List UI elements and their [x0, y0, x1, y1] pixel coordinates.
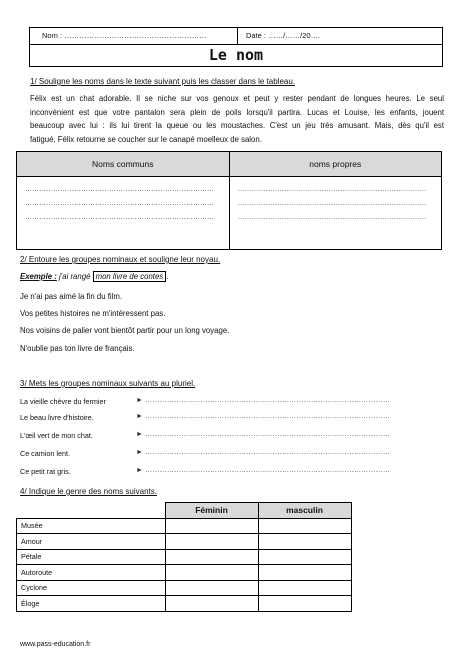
name-field[interactable]: Nom : ………………………………………………… — [42, 31, 207, 40]
column-header-feminine: Féminin — [165, 503, 258, 519]
feminine-check-cell[interactable] — [165, 596, 258, 612]
feminine-check-cell[interactable] — [165, 518, 258, 534]
gender-table — [16, 502, 352, 612]
blank-line: ……………………………………………………………………… — [25, 200, 214, 207]
plural-answer-line[interactable]: ► ………………………………………………………………………………………… — [136, 397, 391, 404]
plural-item-label: Le beau livre d'histoire. — [20, 413, 94, 422]
example-boxed-group: mon livre de contes — [93, 271, 167, 282]
footer-site[interactable]: www.pass-education.fr — [20, 641, 91, 648]
section4-heading: 4/ Indique le genre des noms suivants. — [20, 487, 157, 496]
masculine-check-cell[interactable] — [258, 596, 351, 612]
paragraph-line: Félix est un chat adorable. Il se niche sur vos genoux et peut y rester pendant de longues heures. Le seul — [30, 94, 444, 103]
feminine-check-cell[interactable] — [165, 565, 258, 581]
noun-cell: Cyclone — [17, 580, 166, 596]
feminine-check-cell[interactable] — [165, 580, 258, 596]
column-header-masculine: masculin — [258, 503, 351, 519]
plural-answer-line[interactable]: ► ………………………………………………………………………………………… — [136, 431, 391, 438]
masculine-check-cell[interactable] — [258, 580, 351, 596]
plural-item-label: Ce petit rat gris. — [20, 467, 71, 476]
plural-answer-line[interactable]: ► ………………………………………………………………………………………… — [136, 449, 391, 456]
example-label: Exemple : — [20, 272, 57, 281]
example-line — [20, 272, 168, 281]
section3-heading: 3/ Mets les groupes nominaux suivants au pluriel. — [20, 379, 196, 388]
example-suffix: . — [166, 272, 169, 281]
blank-line: ……………………………………………………………………… — [25, 214, 214, 221]
plural-item-label: La vieille chèvre du fermier — [20, 397, 106, 406]
paragraph-line: beaucoup avec lui : ils lui tirent la queue ou les moustaches. C'est un jeu très amusant. Mais, dès qu'il est — [30, 121, 444, 131]
answer-cell-common[interactable] — [17, 177, 230, 250]
answer-cell-proper[interactable] — [229, 177, 442, 250]
plural-answer-line[interactable]: ► ………………………………………………………………………………………… — [136, 467, 391, 474]
date-field[interactable]: Date : ……/……/20…. — [246, 31, 321, 40]
feminine-check-cell[interactable] — [165, 534, 258, 550]
section1-heading: 1/ Souligne les noms dans le texte suivant puis les classer dans le tableau. — [30, 77, 296, 86]
page-title: Le nom — [208, 46, 264, 64]
paragraph-line: inconvénient est que votre pantalon sera plein de poils lorsqu'il partira. Lucas et Louise, les enfants, jouent — [30, 107, 444, 117]
plural-answer-line[interactable]: ► ………………………………………………………………………………………… — [136, 413, 391, 420]
noun-cell: Musée — [17, 518, 166, 534]
example-prefix: j'ai rangé — [56, 272, 93, 281]
blank-line: ……………………………………………………………………… — [237, 214, 427, 221]
blank-line: ……………………………………………………………………… — [237, 200, 427, 207]
sentence-item[interactable]: Nos voisins de palier vont bientôt partir pour un long voyage. — [20, 326, 230, 335]
column-header-common: Noms communs — [17, 152, 230, 177]
noun-cell: Autoroute — [17, 565, 166, 581]
sentence-item[interactable]: Vos petites histoires ne m'intéressent pas. — [20, 309, 166, 318]
masculine-check-cell[interactable] — [258, 518, 351, 534]
section1-paragraph — [30, 92, 444, 146]
masculine-check-cell[interactable] — [258, 534, 351, 550]
blank-line: ……………………………………………………………………… — [25, 186, 214, 193]
sentence-item[interactable]: N'oublie pas ton livre de français. — [20, 344, 135, 353]
feminine-check-cell[interactable] — [165, 549, 258, 565]
noun-cell: Éloge — [17, 596, 166, 612]
section2-heading: 2/ Entoure les groupes nominaux et souligne leur noyau. — [20, 255, 221, 264]
sentence-item[interactable]: Je n'ai pas aimé la fin du film. — [20, 292, 123, 301]
paragraph-line: fatigué, Félix retourne se coucher sur le canapé moelleux de salon. — [30, 134, 262, 144]
header-box — [29, 27, 443, 67]
plural-item-label: Ce camion lent. — [20, 449, 70, 458]
masculine-check-cell[interactable] — [258, 549, 351, 565]
plural-item-label: L'œil vert de mon chat. — [20, 431, 93, 440]
nouns-table — [16, 151, 442, 250]
blank-line: ……………………………………………………………………… — [237, 186, 427, 193]
column-header-proper: noms propres — [229, 152, 442, 177]
header-separator — [237, 28, 238, 44]
noun-cell: Pétale — [17, 549, 166, 565]
masculine-check-cell[interactable] — [258, 565, 351, 581]
empty-corner — [17, 503, 166, 519]
noun-cell: Amour — [17, 534, 166, 550]
